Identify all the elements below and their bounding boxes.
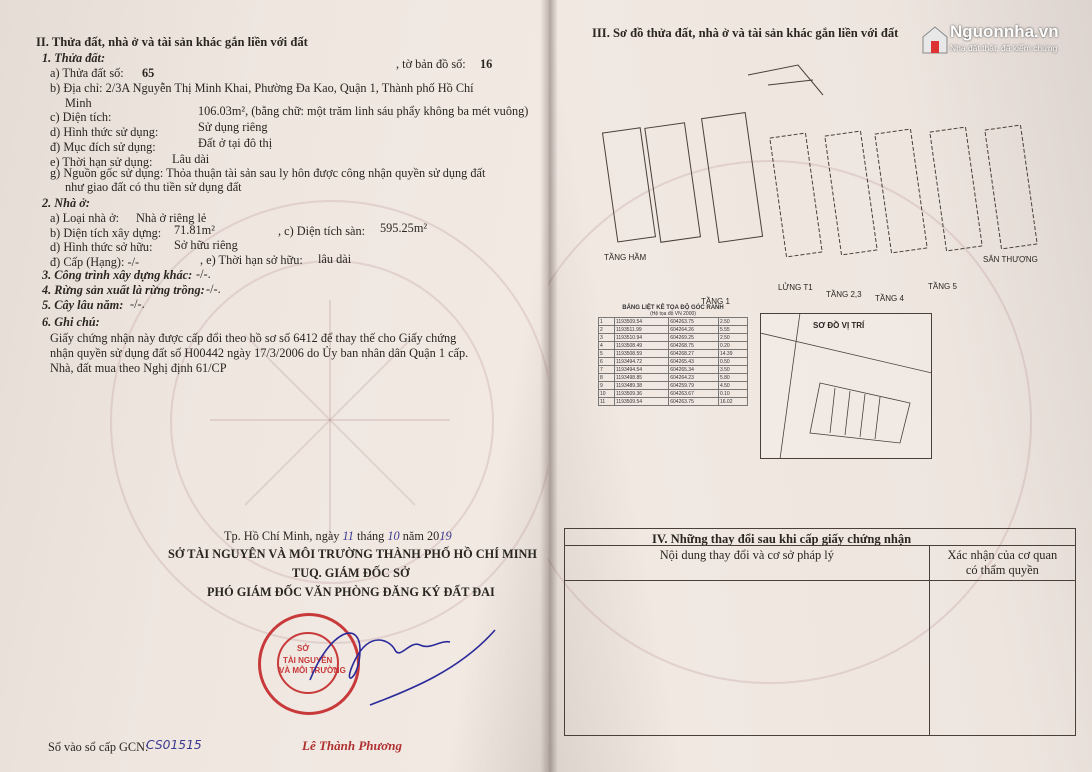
- coordinate-row: [599, 334, 748, 342]
- section-3-title: III. Sơ đồ thửa đất, nhà ở và tài sản khác gắn liền với đất: [592, 26, 899, 40]
- coordinate-cell: 604268.27: [669, 350, 719, 358]
- house-icon: [922, 25, 948, 55]
- coordinate-cell: 7: [599, 366, 615, 374]
- coordinate-cell: 604259.79: [669, 382, 719, 390]
- coordinate-cell: 1193509.54: [614, 398, 668, 406]
- coordinate-table: [598, 305, 748, 406]
- house-type-label: a) Loại nhà ở:: [50, 211, 119, 225]
- coordinate-cell: 8: [599, 374, 615, 382]
- parcel-value: 65: [142, 66, 155, 80]
- coordinate-cell: 5.55: [718, 326, 747, 334]
- house-type-value: Nhà ở riêng lẻ: [136, 211, 207, 225]
- coordinate-cell: 1193494.72: [614, 358, 668, 366]
- plan-label-basement: TẦNG HẦM: [604, 253, 647, 262]
- item-6-heading: 6. Ghi chú:: [42, 315, 100, 329]
- use-purpose-label: đ) Mục đích sử dụng:: [50, 140, 156, 154]
- note-line2: nhận quyền sử dụng đất số H00442 ngày 17/3/2006 do Ủy ban nhân dân Quận 1 cấp.: [50, 346, 469, 360]
- coordinate-cell: 604264.26: [669, 326, 719, 334]
- note-line3: Nhà, đất mua theo Nghị định 61/CP: [50, 361, 227, 375]
- item-5-value: -/-.: [130, 297, 145, 311]
- coordinate-cell: 1193498.85: [614, 374, 668, 382]
- section-2-title: II. Thửa đất, nhà ở và tài sản khác gắn liền với đất: [36, 35, 308, 49]
- coordinate-cell: 2.50: [718, 318, 747, 326]
- grade-label: đ) Cấp (Hạng): -/-: [50, 255, 140, 269]
- coordinate-cell: 0.20: [718, 342, 747, 350]
- plan-label-rooftop: SÂN THƯỢNG: [983, 255, 1038, 264]
- coordinate-cell: 1193510.94: [614, 334, 668, 342]
- coordinate-cell: 5: [599, 350, 615, 358]
- coordinate-row: [599, 374, 748, 382]
- item-1-heading: 1. Thửa đất:: [42, 51, 106, 65]
- coordinate-cell: 2: [599, 326, 615, 334]
- plan-label-floor23: TẦNG 2,3: [826, 290, 862, 299]
- coordinate-cell: 604269.25: [669, 334, 719, 342]
- coordinate-row: [599, 366, 748, 374]
- page-fold-shadow: [540, 0, 558, 772]
- own-term-label: , e) Thời hạn sở hữu:: [200, 253, 303, 267]
- coordinate-cell: 9: [599, 382, 615, 390]
- coordinate-row: [599, 398, 748, 406]
- date-month: 10: [387, 529, 400, 543]
- coordinate-row: [599, 390, 748, 398]
- origin-line1: g) Nguồn gốc sử dụng: Thỏa thuận tài sản sau ly hôn được công nhận quyền sử dụng đất: [50, 166, 486, 180]
- coordinate-table-title: BẢNG LIỆT KÊ TỌA ĐỘ GÓC RANH: [622, 305, 724, 311]
- coordinate-cell: 1193494.54: [614, 366, 668, 374]
- section-4-title: IV. Những thay đổi sau khi cấp giấy chứng nhận: [652, 532, 912, 546]
- coordinate-cell: 1193489.38: [614, 382, 668, 390]
- ownership-label: d) Hình thức sở hữu:: [50, 240, 153, 254]
- item-4-value: -/-.: [206, 282, 221, 296]
- coordinate-cell: 1193511.99: [614, 326, 668, 334]
- plan-label-floor1: TẦNG 1: [701, 297, 730, 306]
- coordinate-cell: 604263.75: [669, 398, 719, 406]
- coordinate-cell: 1193508.49: [614, 342, 668, 350]
- coordinate-cell: 4.50: [718, 382, 747, 390]
- build-area-label: b) Diện tích xây dựng:: [50, 226, 162, 240]
- date-day: 11: [342, 529, 354, 543]
- date-prefix: Tp. Hồ Chí Minh, ngày 11 tháng 10 năm 2019: [224, 529, 452, 543]
- origin-line2: như giao đất có thu tiền sử dụng đất: [65, 180, 242, 194]
- coordinate-cell: 1: [599, 318, 615, 326]
- item-5-heading: 5. Cây lâu năm:: [42, 298, 124, 312]
- use-term-value: Lâu dài: [172, 152, 210, 166]
- authority-line2: TUQ. GIÁM ĐỐC SỞ: [292, 566, 410, 580]
- signature: [300, 610, 500, 720]
- coordinate-cell: 604268.75: [669, 342, 719, 350]
- coordinate-cell: 3: [599, 334, 615, 342]
- address-line2: Minh: [65, 96, 92, 110]
- coordinate-cell: 14.39: [718, 350, 747, 358]
- authority-line1: SỞ TÀI NGUYÊN VÀ MÔI TRƯỜNG THÀNH PHỐ HỒ CHÍ MINH: [168, 547, 537, 561]
- own-term-value: lâu dài: [318, 252, 352, 266]
- coordinate-cell: 1193509.54: [614, 318, 668, 326]
- coordinate-cell: 4: [599, 342, 615, 350]
- area-value: 106.03m², (bằng chữ: một trăm linh sáu phẩy không ba mét vuông): [198, 104, 529, 118]
- item-3-heading: 3. Công trình xây dựng khác:: [42, 268, 193, 282]
- coordinate-cell: 604263.67: [669, 390, 719, 398]
- item-2-heading: 2. Nhà ở:: [42, 196, 90, 210]
- changes-col-confirm: Xác nhận của cơ quan có thẩm quyền: [929, 546, 1075, 581]
- plan-label-mezzanine: LỬNG T1: [778, 283, 813, 292]
- coordinate-cell: 0.10: [718, 390, 747, 398]
- coordinate-row: [599, 342, 748, 350]
- use-purpose-value: Đất ở tại đô thị: [198, 136, 273, 150]
- coordinate-cell: 5.80: [718, 374, 747, 382]
- coordinate-cell: 2.50: [718, 334, 747, 342]
- nguonnha-logo: [922, 22, 1072, 58]
- coordinate-table-subtitle: (Hệ tọa độ VN 2000): [650, 311, 696, 317]
- map-sheet-value: 16: [480, 57, 493, 71]
- coordinate-cell: 11: [599, 398, 615, 406]
- official-seal: SỞ TÀI NGUYÊN VÀ MÔI TRƯỜNG: [258, 613, 360, 715]
- changes-content-cell: [565, 581, 930, 736]
- area-label: c) Diện tích:: [50, 110, 112, 124]
- coordinate-cell: 604264.23: [669, 374, 719, 382]
- note-line1: Giấy chứng nhận này được cấp đổi theo hồ sơ số 6412 để thay thế cho Giấy chứng: [50, 331, 457, 345]
- use-form-value: Sử dụng riêng: [198, 120, 268, 134]
- coordinate-cell: 6: [599, 358, 615, 366]
- coordinate-cell: 604265.43: [669, 358, 719, 366]
- authority-line3: PHÓ GIÁM ĐỐC VĂN PHÒNG ĐĂNG KÝ ĐẤT ĐAI: [207, 585, 495, 599]
- changes-table: [564, 528, 1076, 736]
- logo-name: Nguonnha.vn: [950, 22, 1059, 41]
- coordinate-row: [599, 358, 748, 366]
- coordinate-cell: 0.50: [718, 358, 747, 366]
- plan-label-floor5: TẦNG 5: [928, 282, 957, 291]
- coordinate-cell: 16.02: [718, 398, 747, 406]
- build-area-value: 71.81m²: [174, 223, 215, 237]
- changes-confirm-cell: [929, 581, 1075, 736]
- coordinate-cell: 1193509.36: [614, 390, 668, 398]
- plan-label-floor4: TẦNG 4: [875, 294, 904, 303]
- item-3-value: -/-.: [196, 267, 211, 281]
- coordinate-cell: 604265.34: [669, 366, 719, 374]
- coordinate-cell: 604263.75: [669, 318, 719, 326]
- floor-area-value: 595.25m²: [380, 221, 428, 235]
- coordinate-row: [599, 382, 748, 390]
- coordinate-row: [599, 350, 748, 358]
- logo-tagline: Nhà đất thật, đã kiểm chứng: [950, 43, 1058, 53]
- signer-name: Lê Thành Phương: [302, 738, 403, 753]
- register-number-label: Số vào sổ cấp GCN:: [48, 740, 149, 754]
- floor-area-label: , c) Diện tích sàn:: [278, 224, 366, 238]
- coordinate-cell: 3.50: [718, 366, 747, 374]
- address-line1: b) Địa chỉ: 2/3A Nguyễn Thị Minh Khai, Phường Đa Kao, Quận 1, Thành phố Hồ Chí: [50, 81, 474, 95]
- use-form-label: d) Hình thức sử dụng:: [50, 125, 159, 139]
- date-year: 19: [439, 529, 452, 543]
- location-map-title: SƠ ĐỒ VỊ TRÍ: [813, 321, 865, 330]
- ownership-value: Sở hữu riêng: [174, 238, 238, 252]
- changes-col-content: Nội dung thay đổi và cơ sở pháp lý: [565, 546, 930, 581]
- coordinate-row: [599, 326, 748, 334]
- item-4-heading: 4. Rừng sản xuất là rừng trồng:: [42, 283, 205, 297]
- coordinate-cell: 1193508.59: [614, 350, 668, 358]
- coordinate-row: [599, 318, 748, 326]
- location-map: [760, 313, 932, 459]
- map-sheet-label: , tờ bản đồ số:: [396, 57, 466, 71]
- register-number-value: CS01515: [146, 738, 202, 752]
- coordinate-cell: 10: [599, 390, 615, 398]
- parcel-label: a) Thửa đất số:: [50, 66, 124, 80]
- use-term-label: e) Thời hạn sử dụng:: [50, 155, 153, 169]
